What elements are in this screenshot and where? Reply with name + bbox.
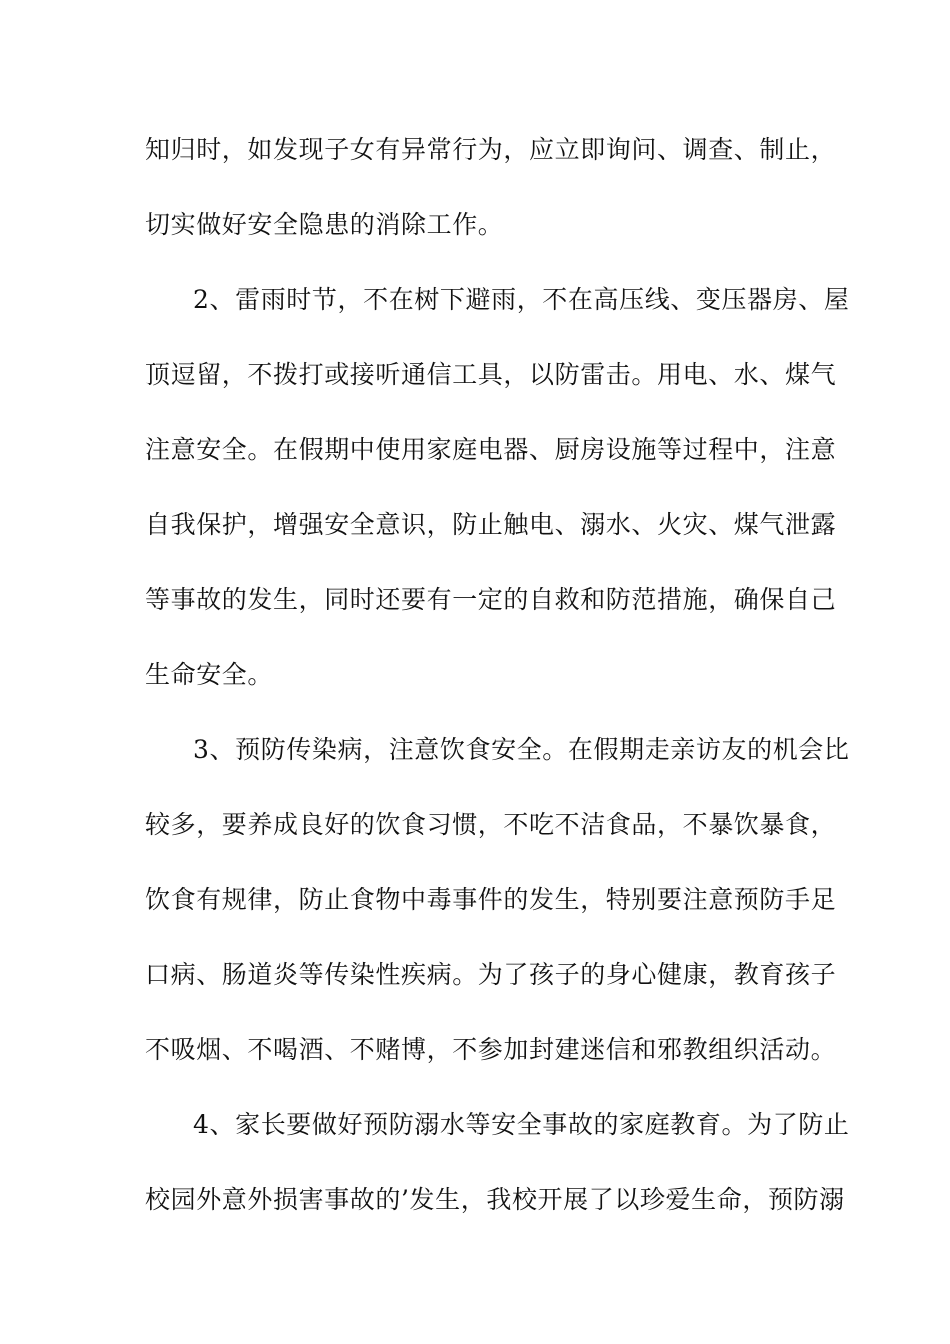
text-line: 等事故的发生，同时还要有一定的自救和防范措施，确保自己 <box>145 585 837 614</box>
paragraph-3-first-line: 3、预防传染病，注意饮食安全。在假期走亲访友的机会比 <box>193 735 850 764</box>
text-line: 口病、肠道炎等传染性疾病。为了孩子的身心健康，教育孩子 <box>145 960 837 989</box>
text-line: 饮食有规律，防止食物中毒事件的发生，特别要注意预防手足 <box>145 885 837 914</box>
text-line: 较多，要养成良好的饮食习惯，不吃不洁食品，不暴饮暴食， <box>145 810 837 839</box>
text-line: 不吸烟、不喝酒、不赌博，不参加封建迷信和邪教组织活动。 <box>145 1035 837 1064</box>
text-line: 切实做好安全隐患的消除工作。 <box>145 210 504 239</box>
text-line: 自我保护，增强安全意识，防止触电、溺水、火灾、煤气泄露 <box>145 510 837 539</box>
text-line: 生命安全。 <box>145 660 274 689</box>
text-line: 顶逗留，不拨打或接听通信工具，以防雷击。用电、水、煤气 <box>145 360 837 389</box>
text-line: 知归时，如发现子女有异常行为，应立即询问、调查、制止， <box>145 135 837 164</box>
text-line: 校园外意外损害事故的’发生，我校开展了以珍爱生命，预防溺 <box>145 1185 845 1214</box>
paragraph-2-first-line: 2、雷雨时节，不在树下避雨，不在高压线、变压器房、屋 <box>193 285 850 314</box>
text-line: 注意安全。在假期中使用家庭电器、厨房设施等过程中，注意 <box>145 435 837 464</box>
paragraph-4-first-line: 4、家长要做好预防溺水等安全事故的家庭教育。为了防止 <box>193 1110 850 1139</box>
